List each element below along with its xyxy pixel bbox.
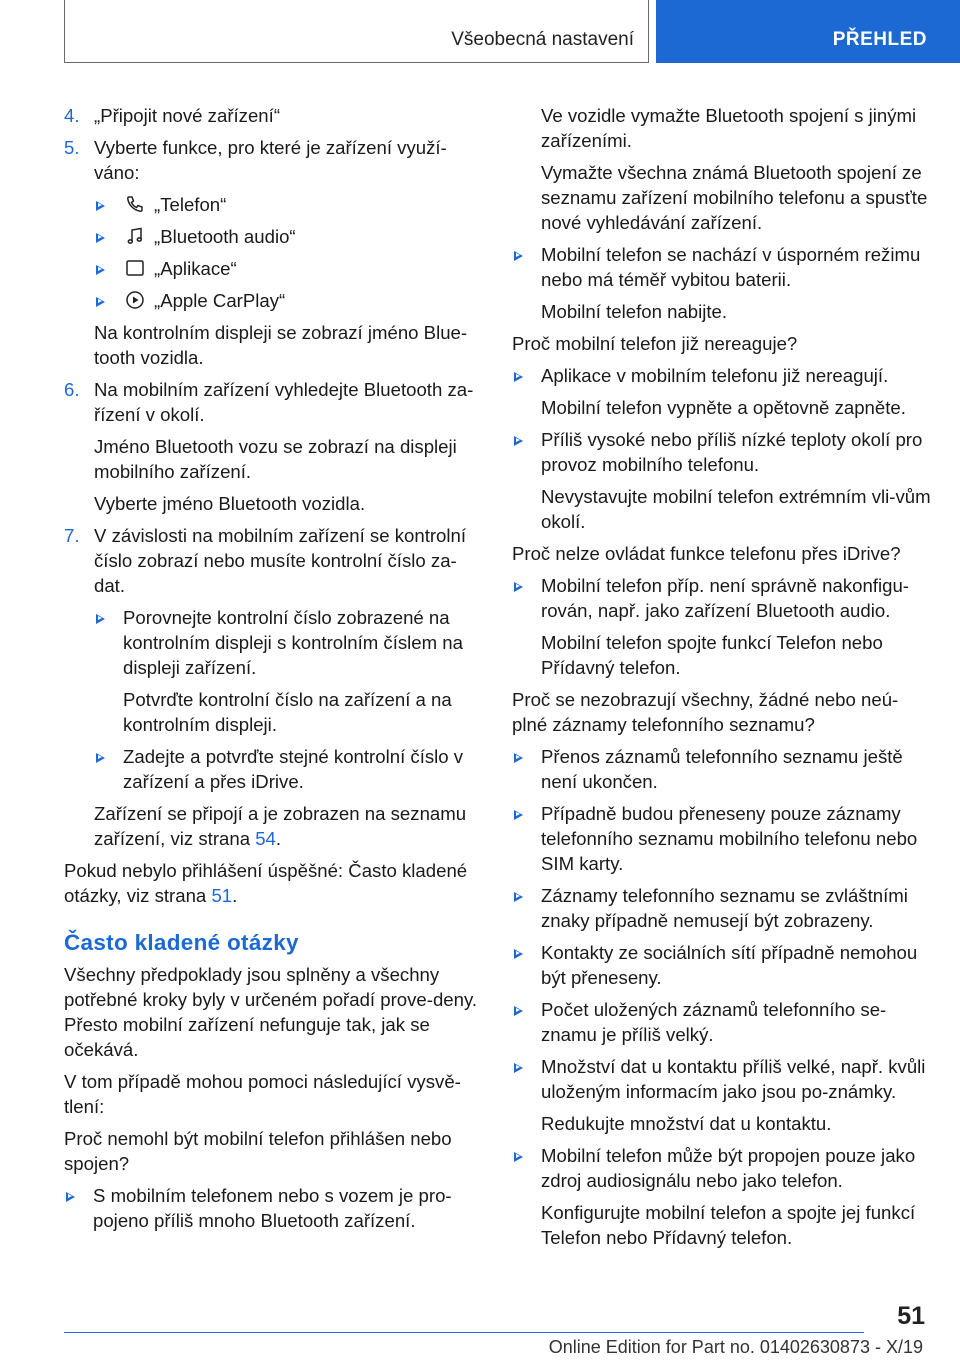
punctuation: . (275, 828, 282, 849)
bullet-triangle-icon (96, 614, 105, 624)
bullet-item (94, 744, 478, 794)
page-link-51[interactable]: 51 (211, 885, 233, 906)
step-text: Vyberte funkce, pro které je zařízení využí-váno: (94, 137, 447, 183)
step-number: 7. (64, 525, 80, 546)
right-column (512, 103, 932, 1257)
overview-tab[interactable] (656, 0, 960, 63)
bullet-text: Mobilní telefon spojte funkcí Telefon nebo Přídavný telefon. (541, 632, 883, 678)
paragraph: Vymažte všechna známá Bluetooth spojení ze seznamu zařízení mobilního telefonu a spusťte nové vyhledávání zařízení. (541, 162, 928, 233)
bullet-text: Mobilní telefon může být propojen pouze jako zdroj audiosignálu nebo jako telefon. (541, 1145, 916, 1191)
bullet-item (512, 1143, 932, 1250)
music-note-icon (124, 225, 146, 247)
question: Proč nelze ovládat funkce telefonu přes iDrive? (512, 543, 901, 564)
bullet-item (512, 1054, 932, 1136)
bullet-triangle-icon (514, 372, 523, 382)
section-tab-label: Všeobecná nastavení (451, 29, 634, 50)
bullet-triangle-icon (96, 297, 105, 307)
bullet-text: Počet uložených záznamů telefonního se-znamu je příliš velký. (541, 999, 887, 1045)
footer-divider (64, 1332, 864, 1333)
bullet-triangle-icon (66, 1192, 75, 1202)
bullet-triangle-icon (96, 201, 105, 211)
paragraph: Všechny předpoklady jsou splněny a všechny potřebné kroky byly v určeném pořadí prove-deny. Přesto mobilní zařízení nefunguje tak, jak se očekává. (64, 964, 478, 1060)
section-tab[interactable] (64, 0, 649, 63)
bullet-triangle-icon (514, 753, 523, 763)
bullet-item (512, 883, 932, 933)
bullet-triangle-icon (96, 753, 105, 763)
bullet-triangle-icon (514, 582, 523, 592)
bullet-text: Případně budou přeneseny pouze záznamy telefonního seznamu mobilního telefonu nebo SIM karty. (541, 803, 918, 874)
paragraph: Ve vozidle vymažte Bluetooth spojení s jinými zařízeními. (541, 105, 917, 151)
bullet-triangle-icon (514, 1152, 523, 1162)
bullet-item (64, 1183, 478, 1233)
step-text: Vyberte jméno Bluetooth vozidla. (94, 493, 366, 514)
bullet-text: Mobilní telefon vypněte a opětovně zapněte. (541, 397, 906, 418)
step-number: 6. (64, 379, 80, 400)
play-circle-icon (124, 289, 146, 311)
option-bluetooth-audio (94, 224, 478, 249)
step-4 (64, 103, 478, 128)
option-apple-carplay (94, 288, 478, 313)
bullet-triangle-icon (514, 1006, 523, 1016)
left-column (64, 103, 478, 1240)
option-label: „Aplikace“ (154, 258, 237, 279)
bullet-item (512, 427, 932, 534)
option-label: „Apple CarPlay“ (154, 290, 286, 311)
bullet-text: Aplikace v mobilním telefonu již nereagují. (541, 365, 889, 386)
bullet-item (512, 801, 932, 876)
bullet-triangle-icon (514, 810, 523, 820)
bullet-item (512, 997, 932, 1047)
step-text: Na mobilním zařízení vyhledejte Bluetooth za-řízení v okolí. (94, 379, 474, 425)
page-link-54[interactable]: 54 (255, 828, 276, 849)
step-text: V závislosti na mobilním zařízení se kontrolní číslo zobrazí nebo musíte kontrolní číslo za-dat. (94, 525, 467, 596)
question: Proč se nezobrazují všechny, žádné nebo neú-plné záznamy telefonního seznamu? (512, 689, 899, 735)
punctuation: . (232, 885, 238, 906)
bullet-text: S mobilním telefonem nebo s vozem je pro-pojeno příliš mnoho Bluetooth zařízení. (93, 1185, 452, 1231)
bullet-text: Množství dat u kontaktu příliš velké, např. kvůli uloženým informacím jako jsou po-známky. (541, 1056, 926, 1102)
bullet-text: Porovnejte kontrolní číslo zobrazené na kontrolním displeji s kontrolním číslem na displeji zařízení. (123, 607, 463, 678)
bullet-triangle-icon (514, 949, 523, 959)
bullet-item (94, 605, 478, 737)
edition-text: Online Edition for Part no. 01402630873 - X/19 (548, 1337, 923, 1357)
bullet-triangle-icon (514, 892, 523, 902)
step-number: 5. (64, 137, 80, 158)
app-square-icon (124, 257, 146, 279)
bullet-text: Zadejte a potvrďte stejné kontrolní číslo v zařízení a přes iDrive. (123, 746, 464, 792)
step-text: Jméno Bluetooth vozu se zobrazí na displeji mobilního zařízení. (94, 436, 457, 482)
bullet-triangle-icon (514, 251, 523, 261)
bullet-text: Mobilní telefon příp. není správně nakonfigu-rován, např. jako zařízení Bluetooth audio. (541, 575, 909, 621)
step-5 (64, 135, 478, 185)
page-number: 51 (897, 1302, 925, 1330)
section-title: Často kladené otázky (64, 930, 299, 955)
bullet-text: Nevystavujte mobilní telefon extrémním vli-vům okolí. (541, 486, 931, 532)
bullet-triangle-icon (96, 265, 105, 275)
bullet-triangle-icon (96, 233, 105, 243)
option-label: „Bluetooth audio“ (154, 226, 296, 247)
bullet-item (512, 573, 932, 680)
step-7-note: Zařízení se připojí a je zobrazen na seznamu zařízení, viz strana (94, 803, 467, 849)
bullet-item (512, 744, 932, 794)
bullet-text: Potvrďte kontrolní číslo na zařízení a na kontrolním displeji. (123, 689, 452, 735)
step-7 (64, 523, 478, 851)
question: Proč nemohl být mobilní telefon přihlášen nebo spojen? (64, 1128, 452, 1174)
option-aplikace (94, 256, 478, 281)
option-telefon (94, 192, 478, 217)
step-text: „Připojit nové zařízení“ (94, 105, 281, 126)
step-text (94, 801, 478, 851)
fail-text: Pokud nebylo přihlášení úspěšné: Často kladené otázky, viz strana (64, 860, 468, 906)
bullet-text: Přenos záznamů telefonního seznamu ještě není ukončen. (541, 746, 903, 792)
bullet-item (512, 940, 932, 990)
step-5-note: Na kontrolním displeji se zobrazí jméno Blue-tooth vozidla. (94, 322, 468, 368)
bullet-item (512, 242, 932, 324)
option-label: „Telefon“ (154, 194, 227, 215)
question: Proč mobilní telefon již nereaguje? (512, 333, 798, 354)
bullet-triangle-icon (514, 1063, 523, 1073)
bullet-text: Konfigurujte mobilní telefon a spojte jej funkcí Telefon nebo Přídavný telefon. (541, 1202, 916, 1248)
phone-icon (124, 193, 146, 215)
overview-tab-label: PŘEHLED (832, 29, 927, 50)
bullet-text: Redukujte množství dat u kontaktu. (541, 1113, 832, 1134)
fail-note (64, 858, 478, 908)
bullet-text: Kontakty ze sociálních sítí případně nemohou být přeneseny. (541, 942, 918, 988)
step-6 (64, 377, 478, 516)
bullet-text: Mobilní telefon nabijte. (541, 301, 728, 322)
bullet-text: Záznamy telefonního seznamu se zvláštními znaky případně nemusejí být zobrazeny. (541, 885, 908, 931)
bullet-item (512, 363, 932, 420)
bullet-text: Příliš vysoké nebo příliš nízké teploty okolí pro provoz mobilního telefonu. (541, 429, 923, 475)
bullet-triangle-icon (514, 436, 523, 446)
step-number: 4. (64, 105, 80, 126)
paragraph: V tom případě mohou pomoci následující vysvě-tlení: (64, 1071, 461, 1117)
bullet-text: Mobilní telefon se nachází v úsporném režimu nebo má téměř vybitou baterii. (541, 244, 921, 290)
